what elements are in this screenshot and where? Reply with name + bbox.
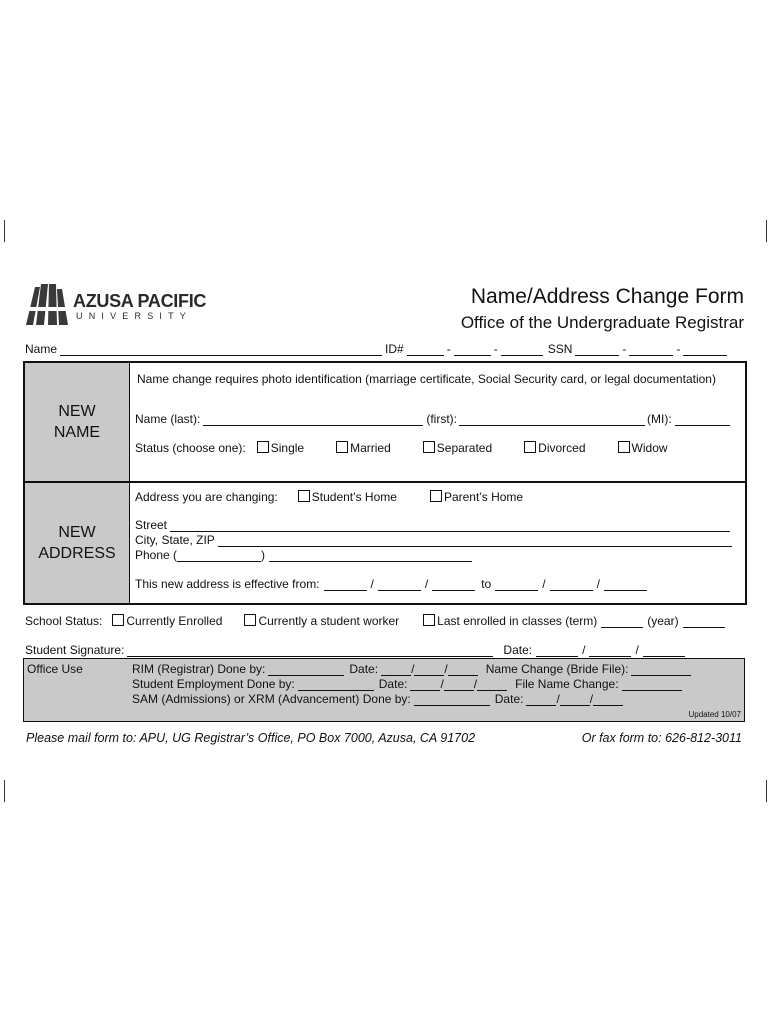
rim-row: RIM (Registrar) Done by: Date: / / Name Change (Bride File): — [132, 662, 691, 676]
id-field-part-1[interactable] — [407, 345, 444, 356]
status-married[interactable]: Married — [336, 441, 391, 455]
phone-area-code-field[interactable] — [177, 551, 261, 562]
mail-instructions: Please mail form to: APU, UG Registrar’s Office, PO Box 7000, Azusa, CA 91702 — [26, 731, 476, 745]
id-field-part-3[interactable] — [501, 345, 543, 356]
rim-date-year[interactable] — [448, 665, 478, 676]
status-separated[interactable]: Separated — [423, 441, 492, 455]
rim-date-month[interactable] — [381, 665, 411, 676]
address-changing-row: Address you are changing: Student’s Home Parent’s Home — [135, 490, 524, 504]
school-status-row: School Status: Currently Enrolled Currently a student worker Last enrolled in classes (term) (year) — [25, 614, 725, 628]
ssn-label: SSN — [547, 342, 573, 356]
new-address-side-label: NEW ADDRESS — [25, 483, 130, 603]
photo-id-note: Name change requires photo identification (marriage certificate, Social Security card, or legal documentation) — [137, 372, 716, 386]
identity-row: Name ID# - - SSN - - — [25, 342, 730, 356]
employment-row: Student Employment Done by: Date: / / File Name Change: — [132, 677, 682, 691]
new-name-section — [23, 361, 747, 483]
changing-parents-home[interactable]: Parent’s Home — [430, 490, 523, 504]
name-field[interactable] — [60, 345, 382, 356]
city-state-zip-field[interactable] — [218, 536, 732, 547]
admissions-date-day[interactable] — [560, 695, 590, 706]
status-currently-enrolled[interactable]: Currently Enrolled — [112, 614, 222, 628]
last-name-field[interactable] — [203, 415, 423, 426]
updated-note: Updated 10/07 — [688, 710, 741, 719]
employment-date-day[interactable] — [444, 680, 474, 691]
admissions-date-year[interactable] — [593, 695, 623, 706]
checkbox-icon[interactable] — [298, 490, 310, 502]
checkbox-icon[interactable] — [618, 441, 630, 453]
university-logo-icon — [26, 283, 68, 325]
status-last-enrolled[interactable]: Last enrolled in classes (term) — [423, 614, 597, 628]
employment-date-year[interactable] — [477, 680, 507, 691]
ssn-field-part-3[interactable] — [683, 345, 727, 356]
crop-mark — [4, 220, 5, 242]
effective-to-month[interactable] — [495, 580, 538, 591]
admissions-row: SAM (Admissions) or XRM (Advancement) Done by: Date: / / — [132, 692, 623, 706]
marital-status-row: Status (choose one): Single Married Separated Divorced Widow — [135, 441, 668, 455]
signature-date-year[interactable] — [643, 646, 685, 657]
checkbox-icon[interactable] — [430, 490, 442, 502]
changing-students-home[interactable]: Student’s Home — [298, 490, 397, 504]
status-single[interactable]: Single — [257, 441, 304, 455]
phone-number-field[interactable] — [269, 551, 472, 562]
effective-from-year[interactable] — [432, 580, 475, 591]
checkbox-icon[interactable] — [423, 441, 435, 453]
office-use-section — [23, 658, 745, 722]
status-widow[interactable]: Widow — [618, 441, 668, 455]
form-subtitle: Office of the Undergraduate Registrar — [460, 313, 744, 332]
logo-wordmark: AZUSA PACIFIC — [73, 291, 207, 311]
checkbox-icon[interactable] — [336, 441, 348, 453]
signature-date-day[interactable] — [589, 646, 631, 657]
status-student-worker[interactable]: Currently a student worker — [244, 614, 399, 628]
checkbox-icon[interactable] — [524, 441, 536, 453]
ssn-field-part-2[interactable] — [629, 345, 673, 356]
rim-date-day[interactable] — [414, 665, 444, 676]
city-row: City, State, ZIP — [135, 533, 732, 547]
new-address-section — [23, 481, 747, 605]
checkbox-icon[interactable] — [423, 614, 435, 626]
admissions-done-by-field[interactable] — [414, 695, 490, 706]
last-enrolled-year-field[interactable] — [683, 617, 725, 628]
crop-mark — [766, 220, 767, 242]
bride-file-field[interactable] — [631, 665, 691, 676]
crop-mark — [766, 780, 767, 802]
first-name-field[interactable] — [459, 415, 645, 426]
crop-mark — [4, 780, 5, 802]
phone-row: Phone ( ) — [135, 548, 472, 562]
checkbox-icon[interactable] — [257, 441, 269, 453]
status-divorced[interactable]: Divorced — [524, 441, 585, 455]
street-row: Street — [135, 518, 730, 532]
id-label: ID# — [385, 342, 404, 356]
effective-to-year[interactable] — [604, 580, 647, 591]
street-field[interactable] — [170, 521, 730, 532]
form-title: Name/Address Change Form — [470, 285, 744, 308]
signature-field[interactable] — [127, 646, 493, 657]
effective-from-day[interactable] — [378, 580, 421, 591]
employment-done-by-field[interactable] — [298, 680, 374, 691]
admissions-date-month[interactable] — [526, 695, 556, 706]
last-enrolled-term-field[interactable] — [601, 617, 643, 628]
rim-done-by-field[interactable] — [268, 665, 344, 676]
employment-date-month[interactable] — [410, 680, 440, 691]
effective-to-day[interactable] — [550, 580, 593, 591]
signature-row: Student Signature: Date: / / — [25, 643, 685, 657]
ssn-field-part-1[interactable] — [575, 345, 619, 356]
fax-instructions: Or fax form to: 626-812-3011 — [581, 731, 742, 745]
logo-subtitle: UNIVERSITY — [76, 311, 193, 321]
middle-initial-field[interactable] — [675, 415, 730, 426]
checkbox-icon[interactable] — [112, 614, 124, 626]
file-name-change-field[interactable] — [622, 680, 682, 691]
effective-from-month[interactable] — [324, 580, 367, 591]
office-use-label: Office Use — [27, 662, 83, 676]
id-field-part-2[interactable] — [454, 345, 491, 356]
effective-date-row: This new address is effective from: / / to / / — [135, 577, 647, 591]
checkbox-icon[interactable] — [244, 614, 256, 626]
name-label: Name — [25, 342, 58, 356]
new-name-fields: Name (last): (first): (MI): — [135, 412, 730, 426]
signature-date-month[interactable] — [536, 646, 578, 657]
new-name-side-label: NEW NAME — [25, 363, 130, 481]
